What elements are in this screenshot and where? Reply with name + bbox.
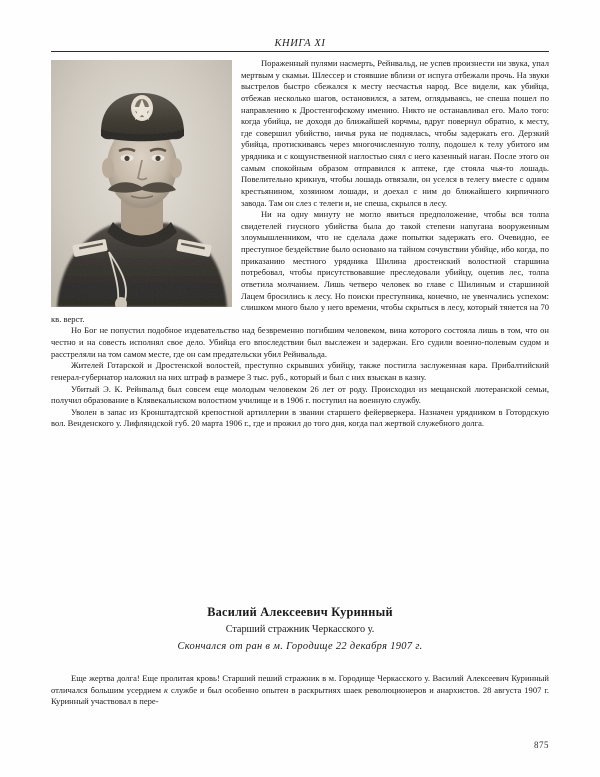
body-paragraph: Но Бог не попустил подобное издевательство над безвременно погибшим человеком, вина которого состояла лишь в том, что он честно и на совесть исполнял свое дело. Убийца его впоследствии был выслежен и задержан. Его судили военно-полевым судом и расстреляли на том самом месте, где он сам предательски убил Рейнвальда. <box>51 325 549 359</box>
trailing-paragraph <box>51 673 549 708</box>
body-paragraph: Уволен в запас из Кронштадтской крепостной артиллерии в звании старшего фейерверкера. Назначен урядником в Готордскую вол. Венденского у. Лифляндской губ. 20 марта 1906 г., где и прожил до того дня, когда пал жертвой служебного долга. <box>51 406 549 429</box>
body-paragraph: Убитый Э. К. Рейнвальд был совсем еще молодым человеком 26 лет от роду. Происходил из мещанской лютеранской семьи, получил образование в Клявекальнском волостном училище и в 1906 г. поступил на военную службу. <box>51 383 549 406</box>
memorial-person-name: Василий Алексеевич Куринный <box>207 605 393 619</box>
trailing-text-block <box>51 673 549 708</box>
trailing-text-rest: службе и был особенно опытен в раскрытиях шаек революционеров и анархистов. 28 августа 1907 г. Куринный участвовал в пере- <box>51 684 549 707</box>
main-text-column <box>51 58 549 430</box>
memorial-death-note: Скончался от ран в м. Городище 22 декабря 1907 г. <box>177 640 423 652</box>
memorial-rank: Старший стражник Черкасского у. <box>225 624 375 635</box>
header-rule-divider <box>51 51 549 52</box>
running-header-title: КНИГА XI <box>274 38 326 49</box>
body-paragraph: Пораженный пулями насмерть, Рейнвальд, не успев произнести ни звука, упал мертвым у скамьи. Шлессер и стоявшие вблизи от испуга отбежали прочь. На звуки выстрелов быстро сбежался к месту несчастья народ. Все видели, как убийца, отбежав несколько шагов, остановился, а затем, оглядываясь, не спеша пошел по направлению к Дростенгофскому имению. Никто не останавливал его. Мало того: когда убийца, не доходя до ближайшей корчмы, вдруг повернул обратно, к месту, где совершил убийство, ничья рука не поднялась, чтобы задержать его. Дерзкий убийца, протискиваясь через многочисленную толпу, подошел к телу убитого им урядника и с кощунственной наглостью снял с него казенный наган. После этого он самым спокойным образом отправился к аптеке, где стояла чья-то лошадь. Повелительно крикнув, чтобы лошадь отвязали, он уселся в телегу вместе с одним крестьянином, хозяином лошади, и доехал с ним до ближайшего кирпичного завода. Там он слез с телеги и, не спеша, скрылся в лесу. <box>241 58 549 208</box>
trailing-text-lead: Еще жертва долга! Еще пролитая кровь! Старший пеший стражник в м. Городище Черкасского у. Василий Алексеевич Куринный отличался большим усердием <box>51 673 549 695</box>
body-paragraph: Ни на одну минуту не могло явиться предположение, чтобы вся толпа свидетелей гнусного убийства была до такой степени напугана вооруженным злоумышленником, что не сделала даже попытки задержать его. Очевидно, ее преступное бездействие было основано на тайном сочувствии убийце, ибо когда, по приказанию местного урядника Шилина дростенский волостной старшина потребовал, чтобы присутствовавшие преследовали убийцу, оцепив лес, толпа ответила молчанием. Лишь четверо человек во главе с Шилиным и старшиной Лацем бросились к лесу. Но поиски преступника, конечно, не увенчались успехом: слишком много было у него времени, чтобы скрыться в лесу, который тянется на 70 кв. верст. <box>51 209 549 324</box>
trailing-italic-fragment: к <box>164 684 168 695</box>
body-paragraph: Жителей Готарской и Дростенской волостей, преступно скрывших убийцу, также постигла заслуженная кара. Прибалтийский генерал-губернатор наложил на них штраф в размере 3 тыс. руб., который и был с них взыскан в казну. <box>51 360 549 382</box>
portrait-image <box>51 60 232 307</box>
portrait-photograph <box>51 60 232 307</box>
page-number: 875 <box>534 740 549 750</box>
memorial-heading-block <box>51 604 549 654</box>
